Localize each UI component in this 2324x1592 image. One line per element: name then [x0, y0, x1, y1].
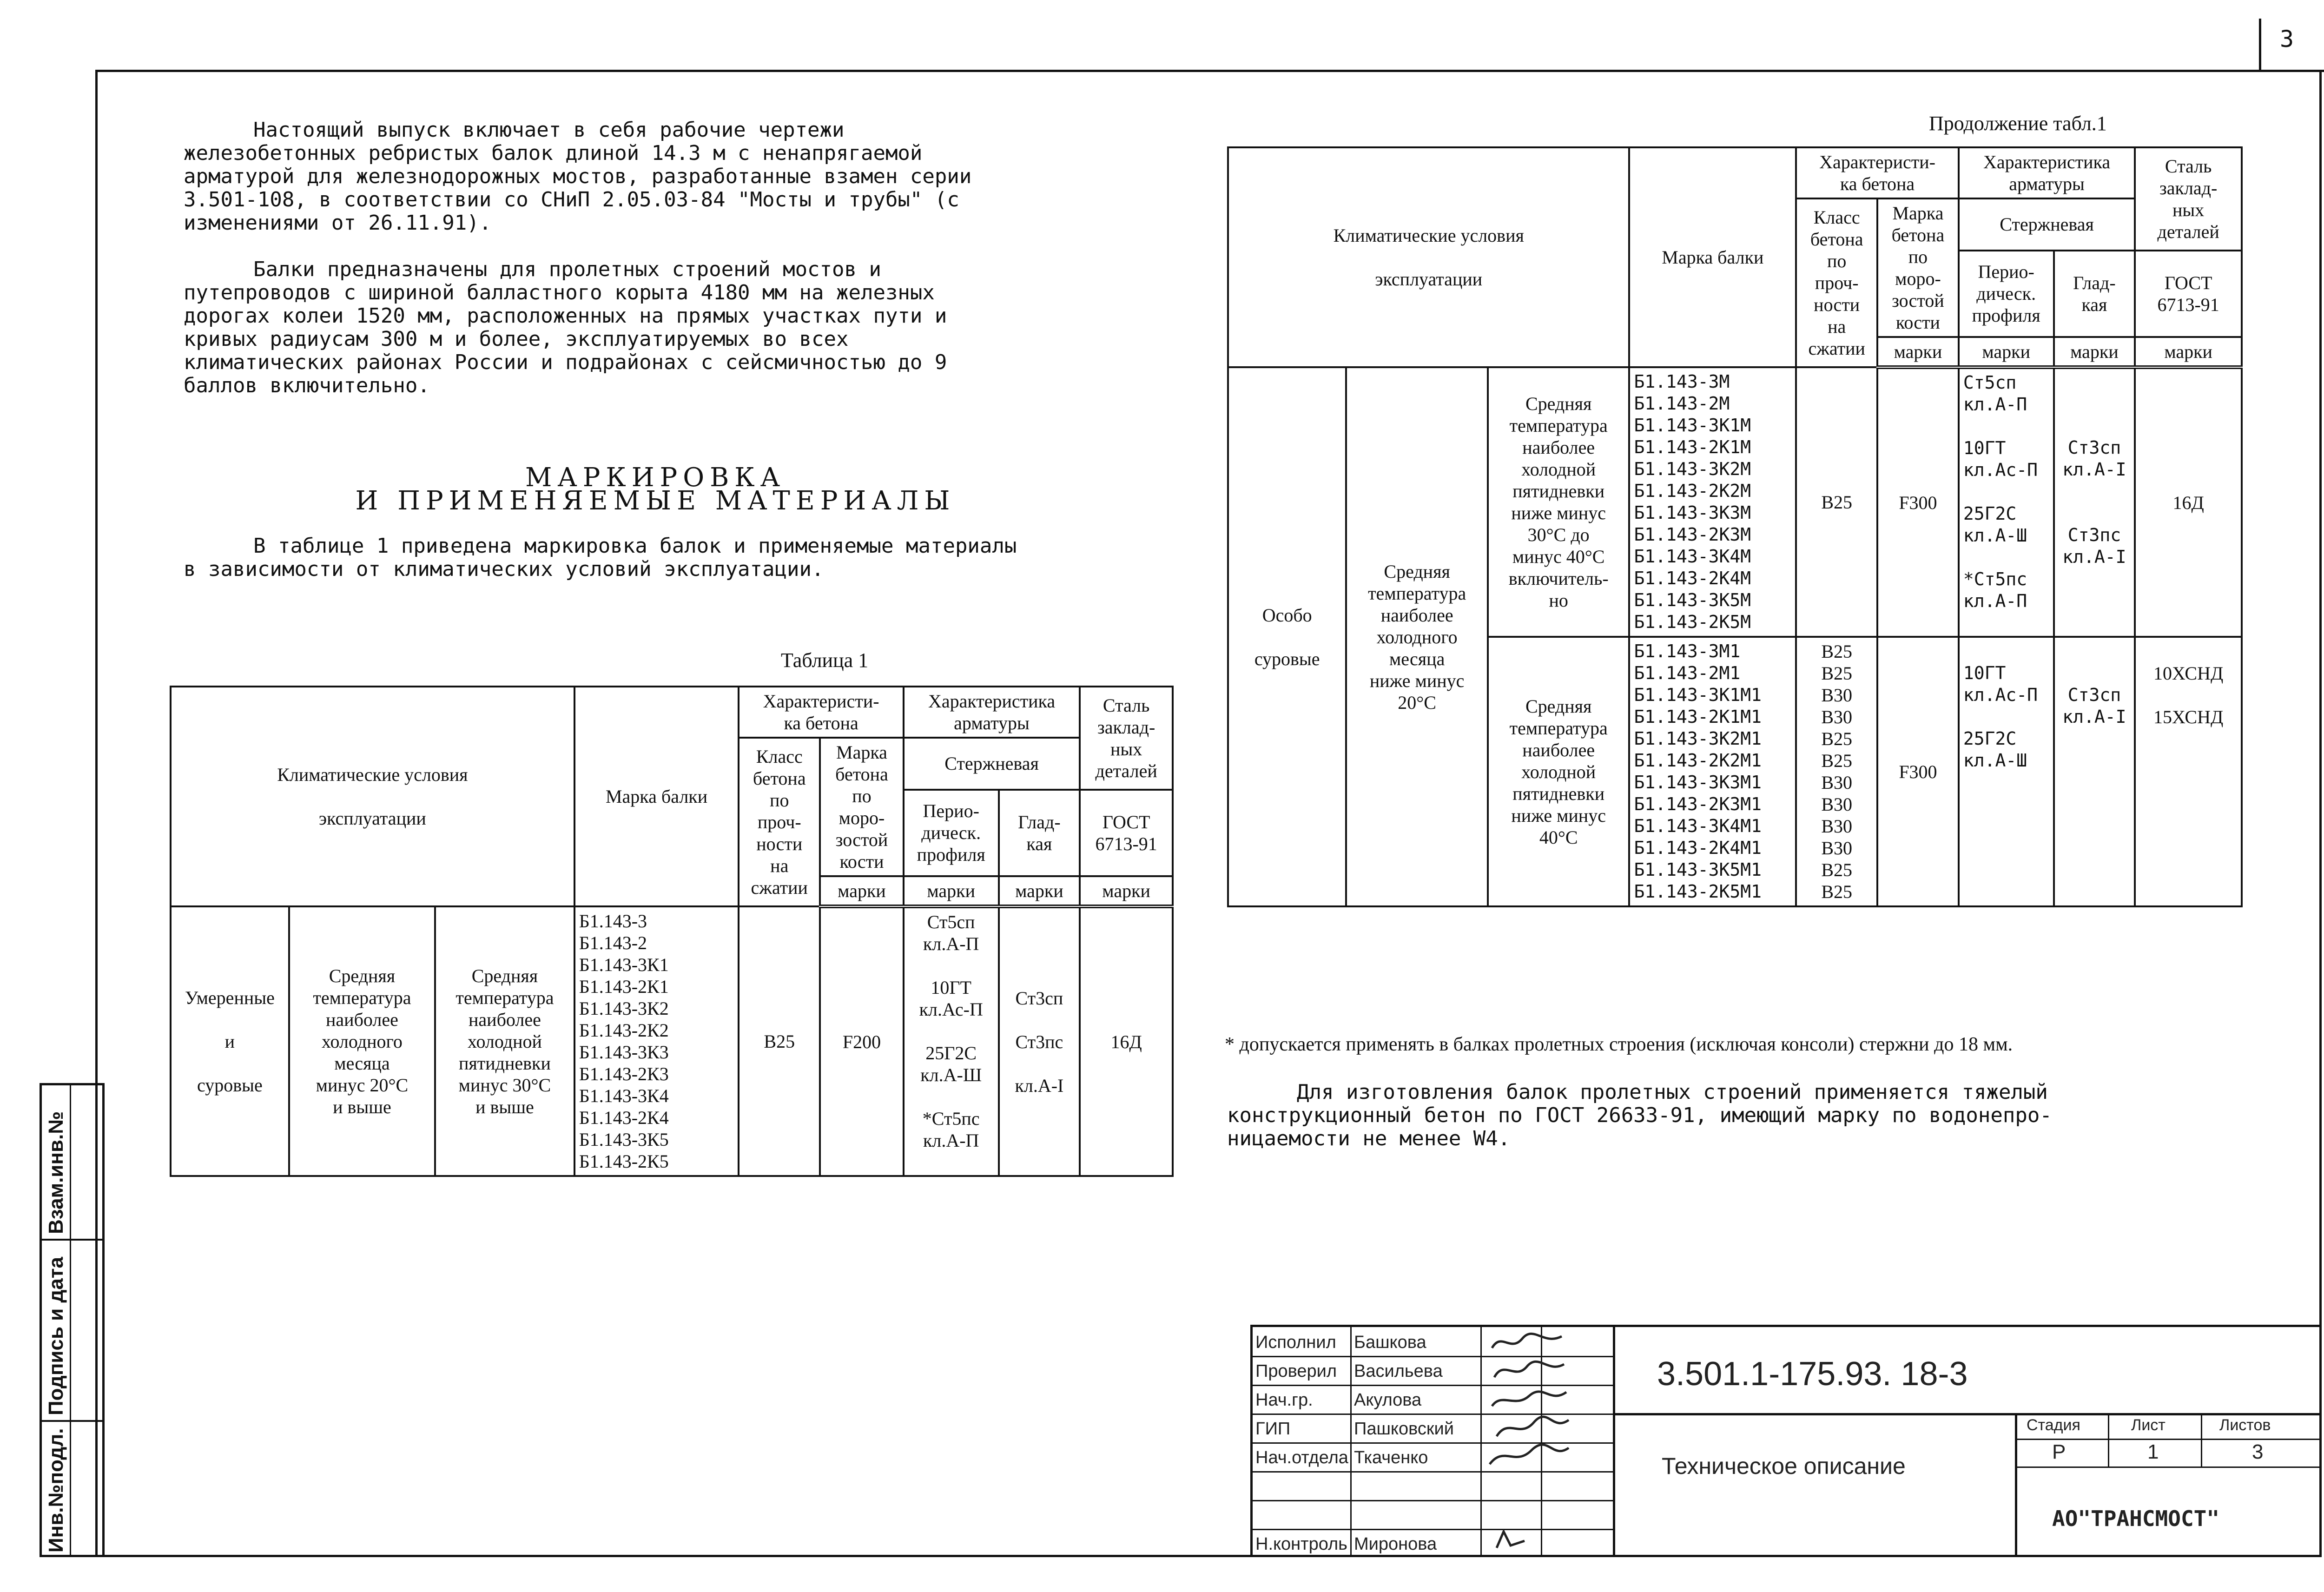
- signature-marks: [1483, 1327, 1613, 1555]
- cont-row2-marks: Б1.143-3М1 Б1.143-2М1 Б1.143-3К1М1 Б1.143-2К1М1 Б1.143-3К2М1 Б1.143-2К2М1 Б1.143-3К3М1 Б1.143-2К3М1 Б1.143-3К4М1 Б1.143-2К4М1 Б1.143-3К5М1 Б1.143-2К5М1: [1629, 637, 1796, 906]
- tb-name: Акулова: [1354, 1390, 1422, 1410]
- concrete-text: Для изготовления балок пролетных строений применяется тяжелый конструкционный бетон по ГОСТ 26633-91, имеющий марку по водонепро- ницаемости не менее W4.: [1227, 1080, 2052, 1150]
- tb-role: Исполнил: [1255, 1333, 1336, 1352]
- cont-header-rod: Стержневая: [1959, 198, 2135, 251]
- cont-header-periodic: Перио- дическ. профиля: [1959, 251, 2054, 337]
- tb-divider: [1613, 1413, 2319, 1415]
- tb-name: Башкова: [1354, 1333, 1426, 1352]
- cont-row2-periodic: 10ГТ кл.Ас-П 25Г2С кл.А-Ш: [1959, 637, 2054, 906]
- cont-header-steel-marks: марки: [2135, 337, 2242, 367]
- tb-divider: [1613, 1327, 1615, 1555]
- cont-row1-frost: F300: [1877, 367, 1959, 637]
- table1-steel: 16Д: [1080, 906, 1173, 1176]
- sheet-value: 1: [2147, 1440, 2159, 1463]
- stamp-label-orig-inv: Инв.№подл.: [45, 1428, 67, 1552]
- table1-header-climate: Климатические условия эксплуатации: [171, 687, 574, 906]
- cont-header-gost: ГОСТ 6713-91: [2135, 251, 2242, 337]
- cont-header-climate: Климатические условия эксплуатации: [1228, 147, 1629, 367]
- tb-name: Ткаченко: [1354, 1448, 1428, 1467]
- cont-row2-class: В25 В25 В30 В30 В25 В25 В30 В30 В30 В30 В25 В25: [1796, 637, 1877, 906]
- sheets-value: 3: [2252, 1440, 2264, 1463]
- cont-cond-zone: Особо суровые: [1228, 367, 1346, 906]
- stamp-label-replaced-inv: Взам.инв.№: [45, 1111, 67, 1234]
- table1-smooth: Ст3сп Ст3пс кл.А-I: [999, 906, 1080, 1176]
- tb-role: Проверил: [1255, 1361, 1337, 1381]
- section-text: В таблице 1 приведена маркировка балок и применяемые материалы в зависимости от климатических условий эксплуатации.: [184, 534, 1017, 581]
- cont-header-frost: Марка бетона по моро- зостой кости: [1877, 198, 1959, 337]
- table1-cond-fiveday: Средняя температура наиболее холодной пятидневки минус 30°С и выше: [435, 906, 574, 1176]
- tb-divider: [2015, 1439, 2319, 1440]
- organization: АО"ТРАНСМОСТ": [2052, 1506, 2220, 1531]
- tb-role: Нач.гр.: [1255, 1390, 1313, 1410]
- tb-divider: [2201, 1413, 2202, 1466]
- cont-header-concrete: Характеристи- ка бетона: [1796, 147, 1959, 198]
- tb-divider: [2108, 1413, 2109, 1466]
- sheet-label: Лист: [2131, 1416, 2166, 1434]
- table1-class: В25: [739, 906, 820, 1176]
- table1-caption: Таблица 1: [781, 649, 869, 672]
- cont-row2-smooth: Ст3сп кл.А-I: [2054, 637, 2135, 906]
- cont-header-frost-marks: марки: [1877, 337, 1959, 367]
- table1-cond-month: Средняя температура наиболее холодного месяца минус 20°С и выше: [289, 906, 435, 1176]
- cont-header-class: Класс бетона по проч- ности на сжатии: [1796, 198, 1877, 367]
- tb-divider: [1350, 1327, 1352, 1555]
- table1-header-smooth-marks: марки: [999, 876, 1080, 906]
- intro-paragraph-2: Балки предназначены для пролетных строений мостов и путепроводов с шириной балластного корыта 4180 мм на железных дорогах колеи 1520 мм, расположенных на прямых участках пути и кривых радиусам 300 м и более, эксплуатируемых во всех климатических районах России и подрайонах с сейсмичностью до 9 баллов включительно.: [184, 258, 947, 397]
- table1-header-gost: ГОСТ 6713-91: [1080, 790, 1173, 876]
- table1-frost: F200: [820, 906, 904, 1176]
- table1-header-class: Класс бетона по проч- ности на сжатии: [739, 738, 820, 906]
- page-number: 3: [2280, 26, 2294, 53]
- stage-value: Р: [2052, 1440, 2066, 1463]
- table1-header-steel: Сталь заклад- ных деталей: [1080, 687, 1173, 790]
- side-stamp-divider: [42, 1420, 102, 1422]
- table1-cont-caption: Продолжение табл.1: [1929, 112, 2107, 135]
- cont-row1-periodic: Ст5сп кл.А-П 10ГТ кл.Ас-П 25Г2С кл.А-Ш *Ст5пс кл.А-П: [1959, 367, 2054, 637]
- cont-header-periodic-marks: марки: [1959, 337, 2054, 367]
- cont-cond-month: Средняя температура наиболее холодного месяца ниже минус 20°С: [1346, 367, 1488, 906]
- tb-divider: [2015, 1466, 2319, 1468]
- table1-header-steel-marks: марки: [1080, 876, 1173, 906]
- side-stamp-divider: [42, 1239, 102, 1241]
- cont-row1-class: В25: [1796, 367, 1877, 637]
- footnote: * допускается применять в балках пролетных строения (исключая консоли) стержни до 18 мм.: [1225, 1034, 2013, 1055]
- tb-divider: [1480, 1327, 1482, 1555]
- table1-header-mark: Марка балки: [574, 687, 739, 906]
- cont-row2-cond: Средняя температура наиболее холодной пятидневки ниже минус 40°С: [1488, 637, 1630, 906]
- table1-marks: Б1.143-3 Б1.143-2 Б1.143-3К1 Б1.143-2К1 Б1.143-3К2 Б1.143-2К2 Б1.143-3К3 Б1.143-2К3 Б1.143-3К4 Б1.143-2К4 Б1.143-3К5 Б1.143-2К5: [574, 906, 739, 1176]
- cont-header-smooth: Глад- кая: [2054, 251, 2135, 337]
- cont-header-steel: Сталь заклад- ных деталей: [2135, 147, 2242, 251]
- cont-row2-steel: 10ХСНД 15ХСНД: [2135, 637, 2242, 906]
- intro-paragraph-1: Настоящий выпуск включает в себя рабочие чертежи железобетонных ребристых балок длиной 14.3 м с ненапрягаемой арматурой для железнодорожных мостов, разработанные взамен серии 3.501-108, в соответствии со СНиП 2.05.03-84 "Мосты и трубы" (с изменениями от 26.11.91).: [184, 118, 972, 235]
- cont-row1-marks: Б1.143-3М Б1.143-2М Б1.143-3К1М Б1.143-2К1М Б1.143-3К2М Б1.143-2К2М Б1.143-3К3М Б1.143-2К3М Б1.143-3К4М Б1.143-2К4М Б1.143-3К5М Б1.143-2К5М: [1629, 367, 1796, 637]
- tb-divider: [2015, 1413, 2017, 1555]
- tb-role: ГИП: [1255, 1419, 1291, 1439]
- table1-header-rebar: Характеристика арматуры: [904, 687, 1080, 738]
- cont-row1-steel: 16Д: [2135, 367, 2242, 637]
- document-code: 3.501.1-175.93. 18-3: [1657, 1355, 1968, 1393]
- tb-role: Н.контроль: [1255, 1534, 1347, 1554]
- section-heading-line-1: МАРКИРОВКА: [525, 462, 786, 493]
- table1-header-rod: Стержневая: [904, 738, 1080, 790]
- section-heading-line-2: И ПРИМЕНЯЕМЫЕ МАТЕРИАЛЫ: [355, 486, 956, 516]
- cont-row2-frost: F300: [1877, 637, 1959, 906]
- stage-label: Стадия: [2027, 1416, 2080, 1434]
- table1-header-frost-marks: марки: [820, 876, 904, 906]
- document-title: Техническое описание: [1662, 1453, 1906, 1479]
- table1: [170, 686, 1174, 1177]
- tb-name: Васильева: [1354, 1361, 1443, 1381]
- cont-header-smooth-marks: марки: [2054, 337, 2135, 367]
- cont-row1-cond: Средняя температура наиболее холодной пятидневки ниже минус 30°С до минус 40°С включитель- но: [1488, 367, 1630, 637]
- sheets-label: Листов: [2219, 1416, 2271, 1434]
- stamp-label-sign-date: Подпись и дата: [45, 1257, 67, 1415]
- table1-header-concrete: Характеристи- ка бетона: [739, 687, 903, 738]
- cont-header-rebar: Характеристика арматуры: [1959, 147, 2135, 198]
- table1-header-periodic: Перио- дическ. профиля: [904, 790, 999, 876]
- table1-cond-zone: Умеренные и суровые: [171, 906, 289, 1176]
- title-block: [1250, 1325, 2322, 1557]
- cont-header-mark: Марка балки: [1629, 147, 1796, 367]
- table1-header-frost: Марка бетона по моро- зостой кости: [820, 738, 904, 876]
- side-stamp-divider: [70, 1085, 71, 1555]
- tb-name: Пашковский: [1354, 1419, 1454, 1439]
- table1-header-smooth: Глад- кая: [999, 790, 1080, 876]
- tb-name: Миронова: [1354, 1534, 1437, 1554]
- table1-periodic: Ст5сп кл.А-П 10ГТ кл.Ас-П 25Г2С кл.А-Ш *Ст5пс кл.А-П: [904, 906, 999, 1176]
- side-stamp: [40, 1083, 105, 1557]
- tb-role: Нач.отдела: [1255, 1448, 1348, 1467]
- table1-continuation: [1227, 146, 2243, 907]
- cont-row1-smooth: Ст3сп кл.А-I Ст3пс кл.А-I: [2054, 367, 2135, 637]
- table1-header-periodic-marks: марки: [904, 876, 999, 906]
